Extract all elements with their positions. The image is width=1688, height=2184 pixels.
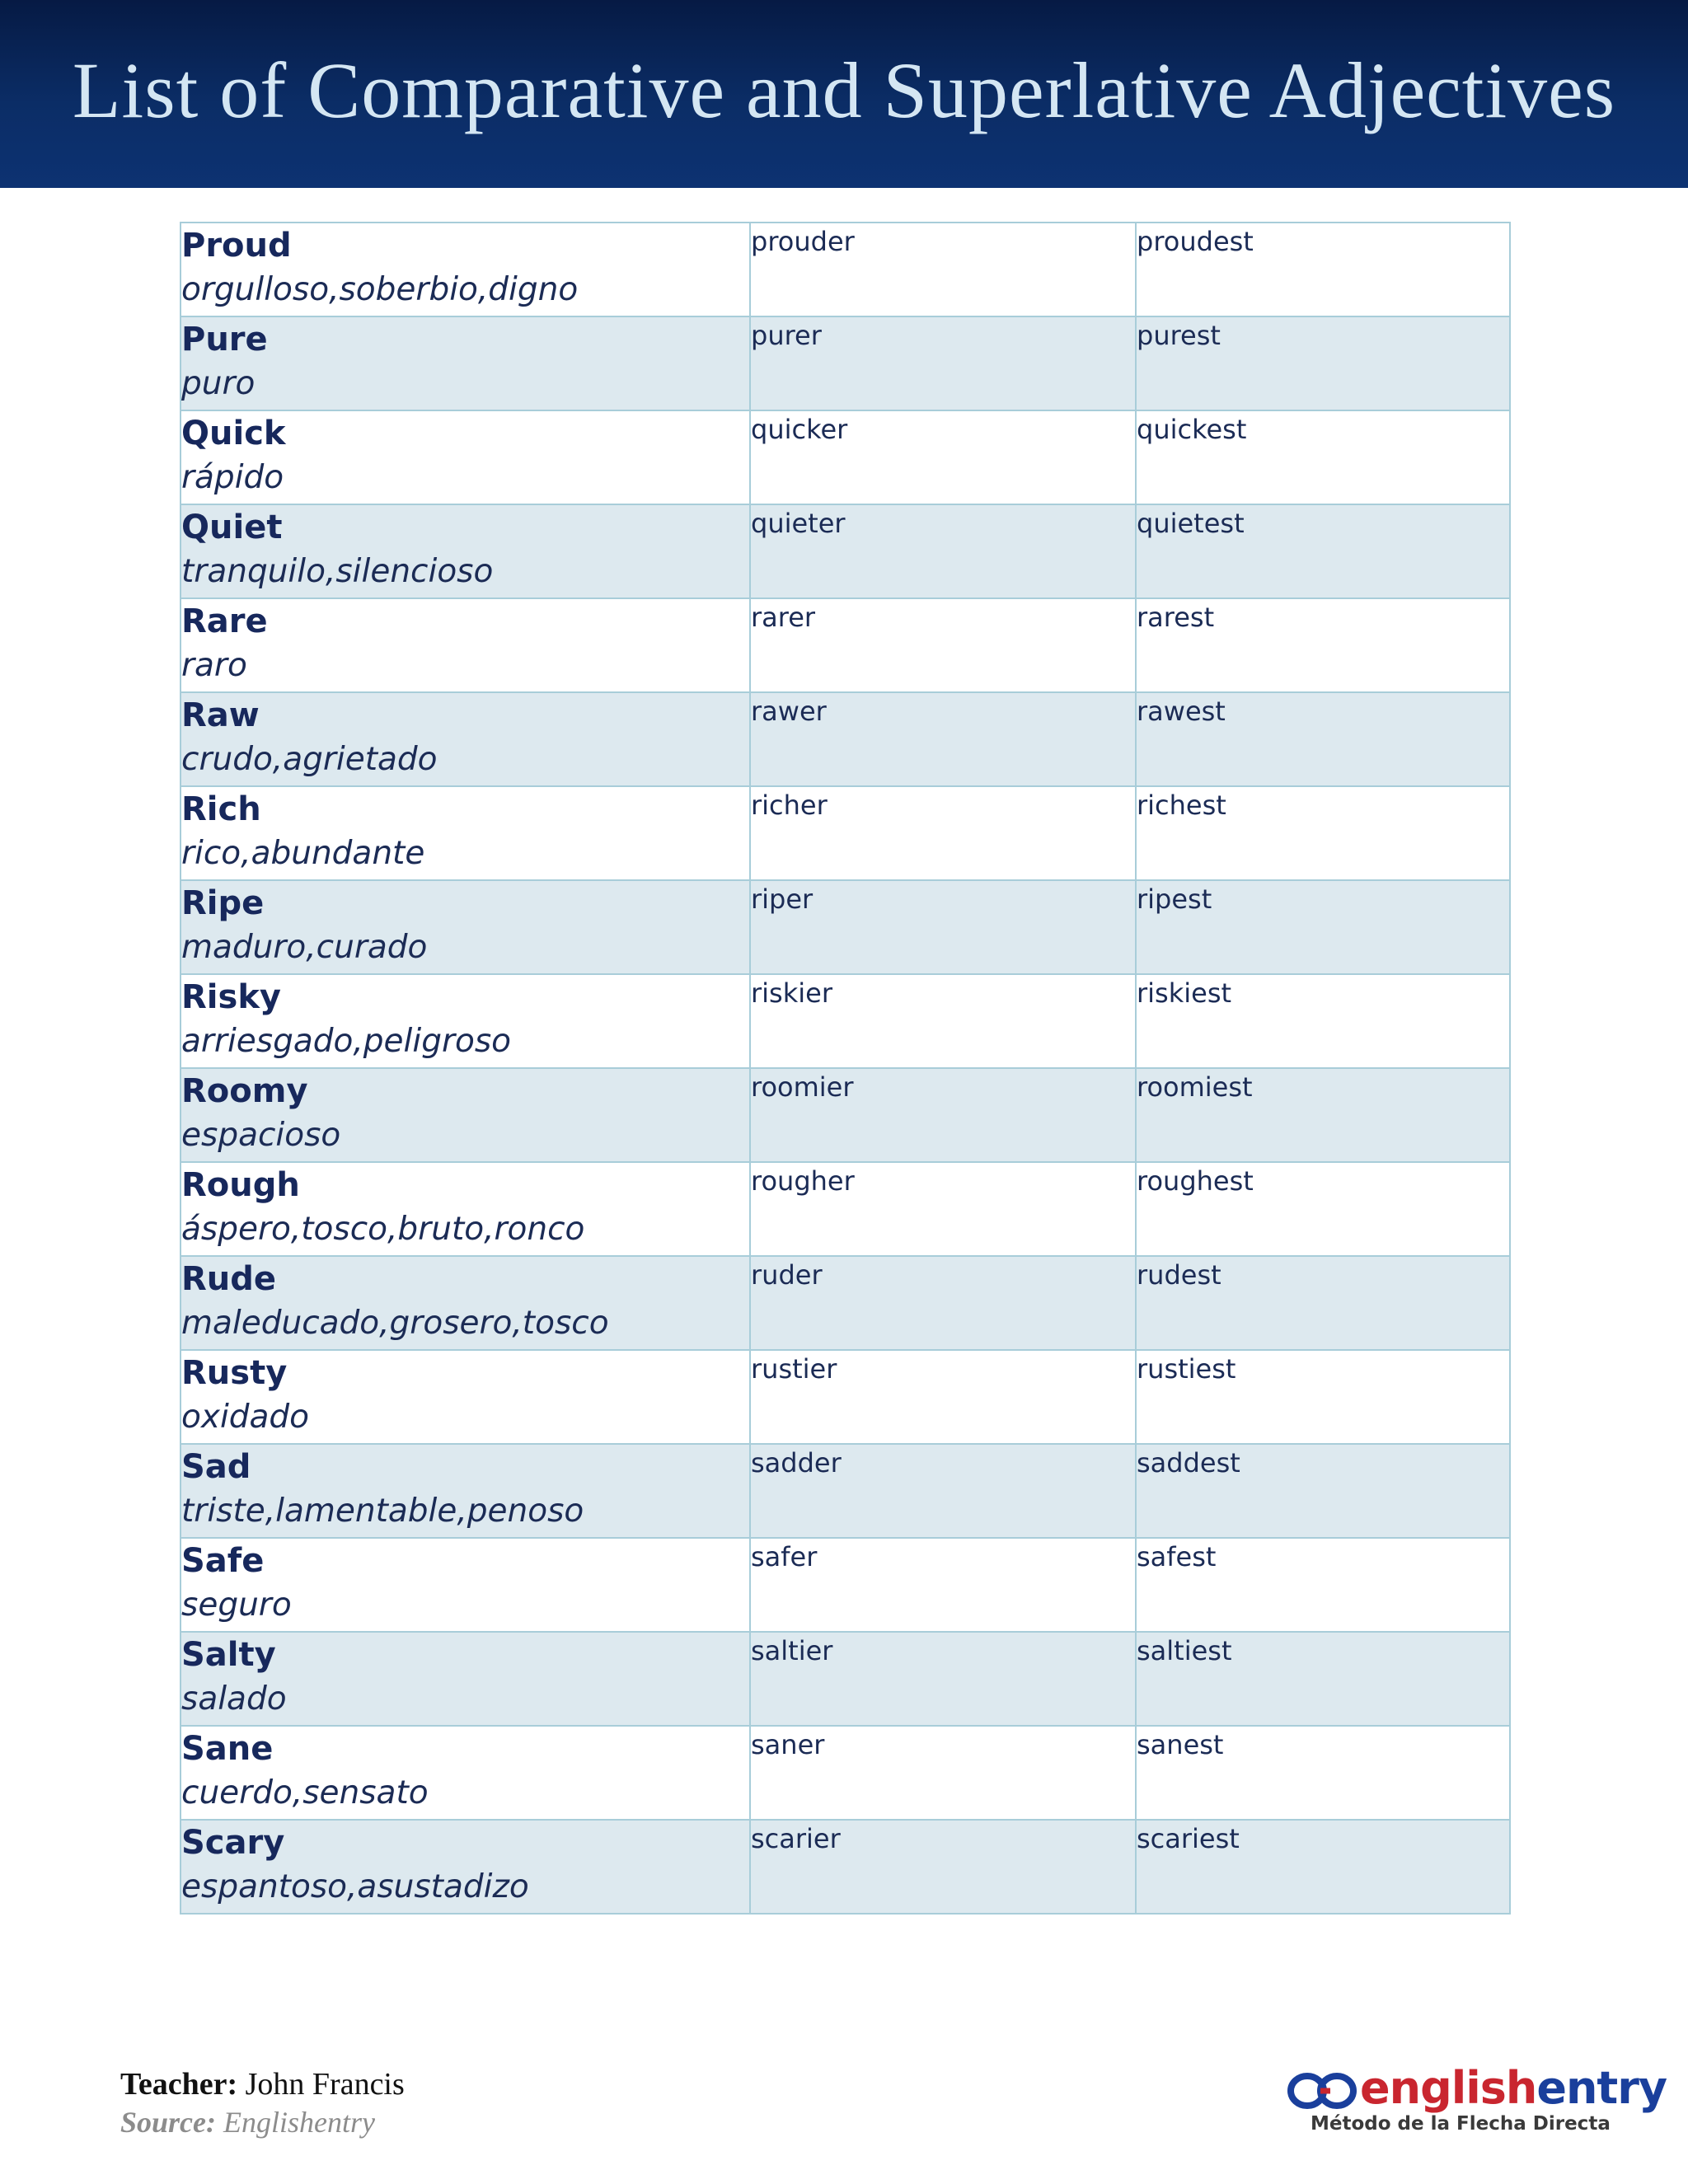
comparative-cell: quicker <box>750 410 1136 504</box>
adjective-cell <box>181 1162 750 1256</box>
table-row <box>181 880 1510 974</box>
adjective-cell <box>181 880 750 974</box>
comparative-cell: riper <box>750 880 1136 974</box>
footer-credits <box>120 2065 405 2141</box>
spanish-translation: tranquilo,silencioso <box>181 553 494 590</box>
table-row <box>181 1820 1510 1914</box>
englishentry-logo <box>1287 2062 1667 2135</box>
table-row <box>181 1726 1510 1820</box>
adjective-word: Safe <box>181 1542 265 1580</box>
table-row <box>181 1162 1510 1256</box>
spanish-translation: crudo,agrietado <box>181 741 438 778</box>
table-row <box>181 974 1510 1068</box>
page-title: List of Comparative and Superlative Adjectives <box>72 46 1616 134</box>
source-label: Source: <box>120 2106 216 2139</box>
table-row <box>181 786 1510 880</box>
comparative-cell: quieter <box>750 504 1136 598</box>
adjective-cell <box>181 223 750 316</box>
superlative-cell: roomiest <box>1136 1068 1510 1162</box>
adjective-cell <box>181 1726 750 1820</box>
adjective-word: Rusty <box>181 1354 288 1392</box>
adjective-word: Pure <box>181 321 268 359</box>
table-row <box>181 598 1510 692</box>
spanish-translation: salado <box>181 1680 287 1718</box>
superlative-cell: purest <box>1136 316 1510 410</box>
source-name: Englishentry <box>223 2106 375 2139</box>
comparative-cell: safer <box>750 1538 1136 1632</box>
double-loop-icon <box>1287 2070 1358 2111</box>
comparative-cell: rougher <box>750 1162 1136 1256</box>
adjective-word: Quick <box>181 415 286 452</box>
superlative-cell: richest <box>1136 786 1510 880</box>
superlative-cell: proudest <box>1136 223 1510 316</box>
spanish-translation: espacioso <box>181 1117 341 1154</box>
table-row <box>181 223 1510 316</box>
superlative-cell: roughest <box>1136 1162 1510 1256</box>
adjective-word: Proud <box>181 227 292 265</box>
adjective-word: Raw <box>181 696 260 734</box>
spanish-translation: cuerdo,sensato <box>181 1774 429 1811</box>
superlative-cell: rarest <box>1136 598 1510 692</box>
comparative-cell: saltier <box>750 1632 1136 1726</box>
adjective-cell <box>181 1350 750 1444</box>
superlative-cell: safest <box>1136 1538 1510 1632</box>
adjective-word: Quiet <box>181 509 283 546</box>
superlative-cell: quickest <box>1136 410 1510 504</box>
spanish-translation: maleducado,grosero,tosco <box>181 1305 609 1342</box>
logo-word-entry: entry <box>1536 2062 1667 2114</box>
source-line <box>120 2103 405 2141</box>
adjective-cell <box>181 598 750 692</box>
table-row <box>181 1538 1510 1632</box>
teacher-label: Teacher: <box>120 2067 238 2102</box>
comparative-cell: scarier <box>750 1820 1136 1914</box>
superlative-cell: rudest <box>1136 1256 1510 1350</box>
spanish-translation: seguro <box>181 1586 292 1624</box>
adjective-word: Salty <box>181 1636 276 1674</box>
comparative-cell: roomier <box>750 1068 1136 1162</box>
superlative-cell: riskiest <box>1136 974 1510 1068</box>
superlative-cell: rawest <box>1136 692 1510 786</box>
adjective-word: Ripe <box>181 884 265 922</box>
comparative-cell: riskier <box>750 974 1136 1068</box>
adjective-word: Scary <box>181 1824 285 1862</box>
superlative-cell: quietest <box>1136 504 1510 598</box>
table-row <box>181 1444 1510 1538</box>
spanish-translation: triste,lamentable,penoso <box>181 1493 584 1530</box>
superlative-cell: sanest <box>1136 1726 1510 1820</box>
comparative-cell: ruder <box>750 1256 1136 1350</box>
adjective-word: Rare <box>181 602 268 640</box>
adjective-cell <box>181 504 750 598</box>
comparative-cell: sadder <box>750 1444 1136 1538</box>
table-row <box>181 692 1510 786</box>
spanish-translation: orgulloso,soberbio,digno <box>181 271 579 308</box>
adjective-cell <box>181 1820 750 1914</box>
adjective-word: Rough <box>181 1166 300 1204</box>
logo-word-english: english <box>1360 2062 1537 2114</box>
adjective-cell <box>181 1068 750 1162</box>
spanish-translation: maduro,curado <box>181 929 428 966</box>
comparative-cell: richer <box>750 786 1136 880</box>
adjectives-table <box>180 222 1511 1915</box>
adjective-cell <box>181 1538 750 1632</box>
table-row <box>181 1256 1510 1350</box>
page-header <box>0 0 1688 188</box>
spanish-translation: rápido <box>181 459 284 496</box>
adjective-cell <box>181 1444 750 1538</box>
spanish-translation: oxidado <box>181 1399 310 1436</box>
adjectives-table-body <box>181 223 1510 1914</box>
superlative-cell: rustiest <box>1136 1350 1510 1444</box>
spanish-translation: puro <box>181 365 256 402</box>
comparative-cell: prouder <box>750 223 1136 316</box>
teacher-line <box>120 2065 405 2103</box>
superlative-cell: scariest <box>1136 1820 1510 1914</box>
table-row <box>181 1068 1510 1162</box>
comparative-cell: purer <box>750 316 1136 410</box>
adjective-word: Sad <box>181 1448 251 1486</box>
table-row <box>181 1350 1510 1444</box>
logo-tagline: Método de la Flecha Directa <box>1311 2113 1611 2135</box>
superlative-cell: saddest <box>1136 1444 1510 1538</box>
table-row <box>181 410 1510 504</box>
adjective-cell <box>181 786 750 880</box>
spanish-translation: arriesgado,peligroso <box>181 1023 512 1060</box>
adjective-cell <box>181 974 750 1068</box>
superlative-cell: ripest <box>1136 880 1510 974</box>
adjective-cell <box>181 692 750 786</box>
adjective-word: Rich <box>181 790 261 828</box>
spanish-translation: espantoso,asustadizo <box>181 1868 529 1905</box>
adjective-cell <box>181 1256 750 1350</box>
superlative-cell: saltiest <box>1136 1632 1510 1726</box>
table-row <box>181 1632 1510 1726</box>
spanish-translation: raro <box>181 647 247 684</box>
adjective-word: Risky <box>181 978 281 1016</box>
logo-wordmark <box>1360 2062 1667 2115</box>
adjective-cell <box>181 316 750 410</box>
adjective-cell <box>181 1632 750 1726</box>
adjective-word: Roomy <box>181 1072 308 1110</box>
adjective-cell <box>181 410 750 504</box>
comparative-cell: rarer <box>750 598 1136 692</box>
comparative-cell: saner <box>750 1726 1136 1820</box>
table-row <box>181 504 1510 598</box>
spanish-translation: rico,abundante <box>181 835 425 872</box>
spanish-translation: áspero,tosco,bruto,ronco <box>181 1211 585 1248</box>
comparative-cell: rustier <box>750 1350 1136 1444</box>
teacher-name: John Francis <box>245 2067 405 2102</box>
table-row <box>181 316 1510 410</box>
adjective-word: Sane <box>181 1730 274 1768</box>
comparative-cell: rawer <box>750 692 1136 786</box>
adjective-word: Rude <box>181 1260 277 1298</box>
